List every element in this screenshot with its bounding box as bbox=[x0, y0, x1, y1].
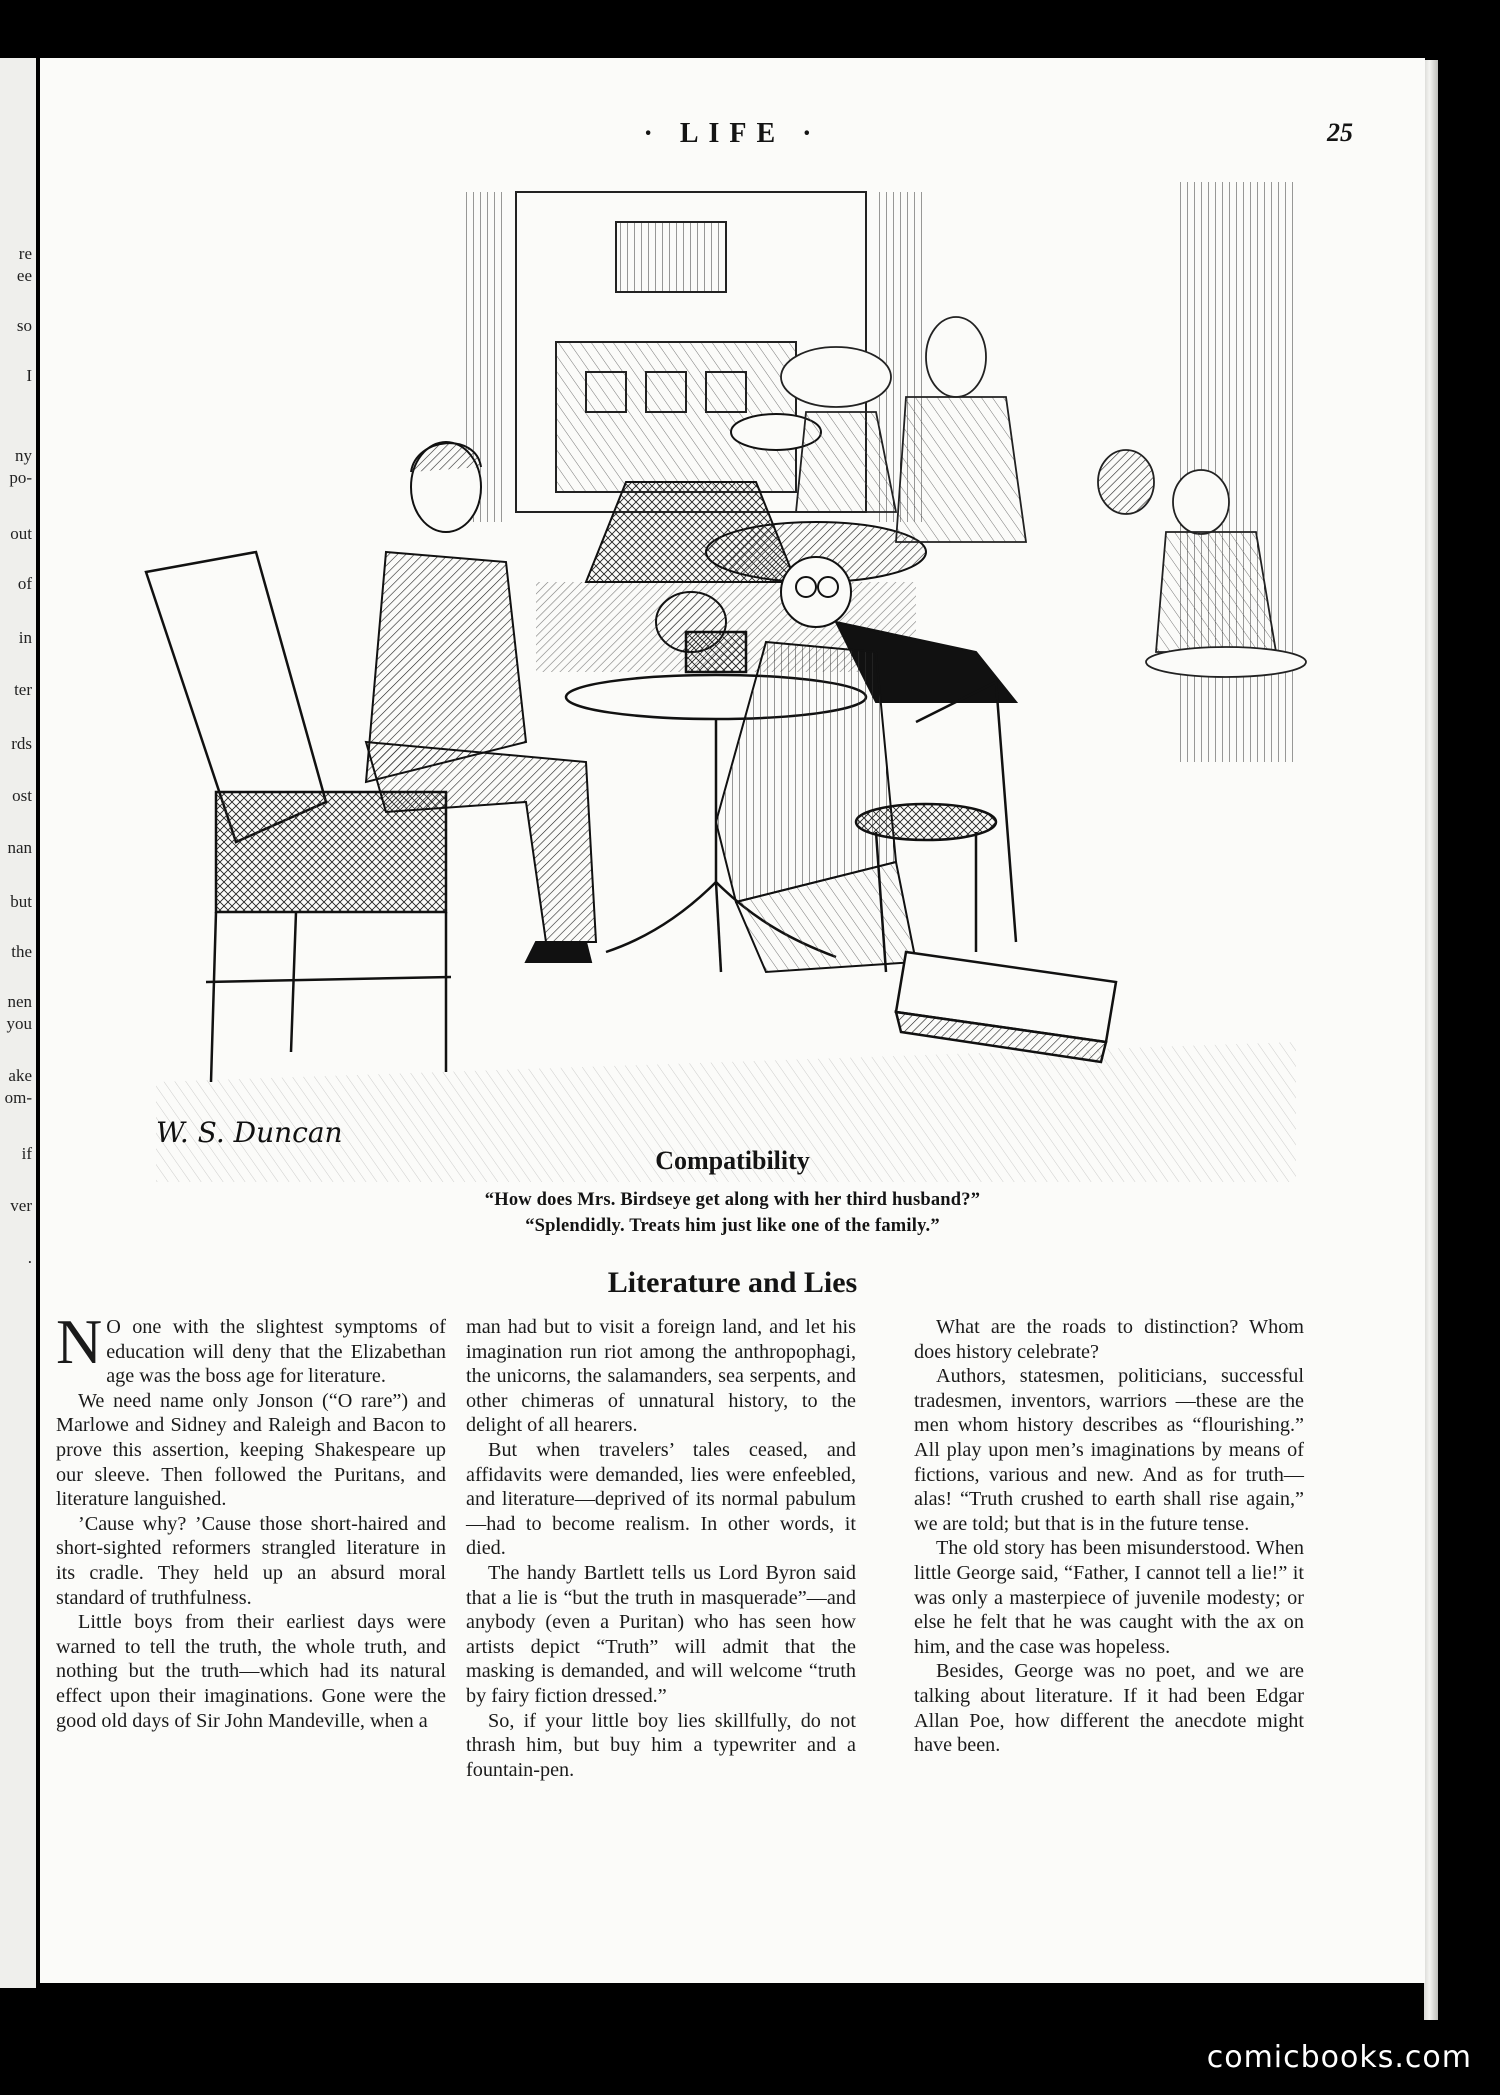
article-paragraph: Besides, George was no poet, and we are talking about literature. If it had been Edgar Allan Poe, how different the anecdote might have been. bbox=[914, 1660, 1304, 1757]
cartoon-dialogue-line: “How does Mrs. Birdseye get along with her third husband?” bbox=[484, 1190, 981, 1210]
left-page-fragment: ee bbox=[16, 266, 32, 285]
article-paragraph: Authors, statesmen, politicians, successful tradesmen, inventors, warriors —these are the men whom history describes as “flourishing.” All play upon men’s imaginations by means of fictions, various and new. And as for truth—alas! “Truth crushed to earth shall rise again,” we are told; but that is in the future tense. bbox=[914, 1365, 1304, 1535]
article-paragraph: But when travelers’ tales ceased, and affidavits were demanded, lies were enfeebled, and literature—deprived of its normal pabulum—had to become realism. In other words, it died. bbox=[466, 1438, 856, 1560]
left-page-fragment: in bbox=[18, 628, 32, 647]
article-paragraph: man had but to visit a foreign land, and let his imagination run riot among the anthropophagi, the unicorns, the salamanders, sea serpents, and other chimeras of unnatural history, to the delight of all hearers. bbox=[466, 1316, 856, 1437]
left-page-fragment: ake bbox=[8, 1066, 32, 1085]
left-page-fragment: nen bbox=[7, 992, 32, 1011]
left-page-fragment: the bbox=[11, 942, 32, 961]
left-page-fragment: re bbox=[18, 244, 32, 263]
site-watermark: comicbooks.com bbox=[1206, 2040, 1472, 2075]
left-page-fragment: ter bbox=[14, 680, 32, 699]
article-title: Literature and Lies bbox=[607, 1266, 858, 1299]
page-number: 25 bbox=[1327, 118, 1353, 147]
article-paragraph: Little boys from their earliest days were warned to tell the truth, the whole truth, and nothing but the truth—which had its natural effect upon their imaginations. Gone were the good old days of Sir John Mandeville, when a bbox=[56, 1611, 446, 1732]
article-paragraph: The handy Bartlett tells us Lord Byron said that a lie is “but the truth in masquerade”—and anybody (even a Puritan) who has seen how artists depict “Truth” will admit that the masking is demanded, and will welcome “truth by fairy fiction dressed.” bbox=[466, 1561, 856, 1707]
masthead: · LIFE · bbox=[643, 118, 822, 149]
left-page-fragment: you bbox=[6, 1014, 32, 1033]
article-paragraph: So, if your little boy lies skillfully, do not thrash him, but buy him a typewriter and a fountain-pen. bbox=[466, 1709, 856, 1781]
left-page-fragment: po- bbox=[9, 468, 32, 487]
article-paragraph: ’Cause why? ’Cause those short-haired and short-sighted reformers strangled literature in its cradle. They held up an absurd moral standard of truthfulness. bbox=[56, 1512, 446, 1609]
left-page-fragment: out bbox=[10, 524, 32, 543]
adjacent-page-edge bbox=[0, 58, 36, 1988]
left-page-fragment: . bbox=[27, 1248, 32, 1267]
article-column-3 bbox=[914, 1315, 1304, 1758]
article-paragraph: The old story has been misunderstood. When little George said, “Father, I cannot tell a lie!” it was only a masterpiece of juvenile modesty; or else he felt that he was caught with the ax on him, and the case was hopeless. bbox=[914, 1537, 1304, 1658]
left-page-fragment: ost bbox=[12, 786, 32, 805]
page-fore-edge bbox=[1424, 60, 1438, 2020]
left-page-fragment: ver bbox=[10, 1196, 32, 1215]
left-page-fragment: ny bbox=[15, 446, 32, 465]
left-page-fragment: nan bbox=[7, 838, 32, 857]
left-page-fragment: rds bbox=[11, 734, 32, 753]
article-column-2 bbox=[466, 1315, 856, 1782]
cartoon-illustration bbox=[116, 182, 1316, 1182]
article-paragraph: N O one with the slightest symptoms of education will deny that the Elizabethan age was the boss age for literature. bbox=[56, 1306, 446, 1388]
article-paragraph: We need name only Jonson (“O rare”) and Marlowe and Sidney and Raleigh and Bacon to prove this assertion, keeping Shakespeare up our sleeve. Then followed the Puritans, and literature languished. bbox=[56, 1389, 446, 1511]
article-paragraph: What are the roads to distinction? Whom does history celebrate? bbox=[914, 1316, 1304, 1363]
left-page-fragment: I bbox=[26, 366, 32, 385]
left-page-fragment: om- bbox=[4, 1088, 32, 1107]
drop-cap: N bbox=[56, 1306, 103, 1377]
left-page-fragment: of bbox=[17, 574, 32, 593]
magazine-page bbox=[40, 58, 1425, 1983]
artist-signature: W. S. Duncan bbox=[156, 1116, 343, 1149]
footstool bbox=[896, 952, 1116, 1062]
article-column-1 bbox=[56, 1306, 446, 1733]
left-page-fragment: but bbox=[10, 892, 32, 911]
cartoon-title: Compatibility bbox=[655, 1146, 810, 1175]
cartoon-dialogue-line: “Splendidly. Treats him just like one of the family.” bbox=[525, 1216, 940, 1236]
left-page-fragment: if bbox=[21, 1144, 32, 1163]
left-page-fragment: so bbox=[16, 316, 32, 335]
